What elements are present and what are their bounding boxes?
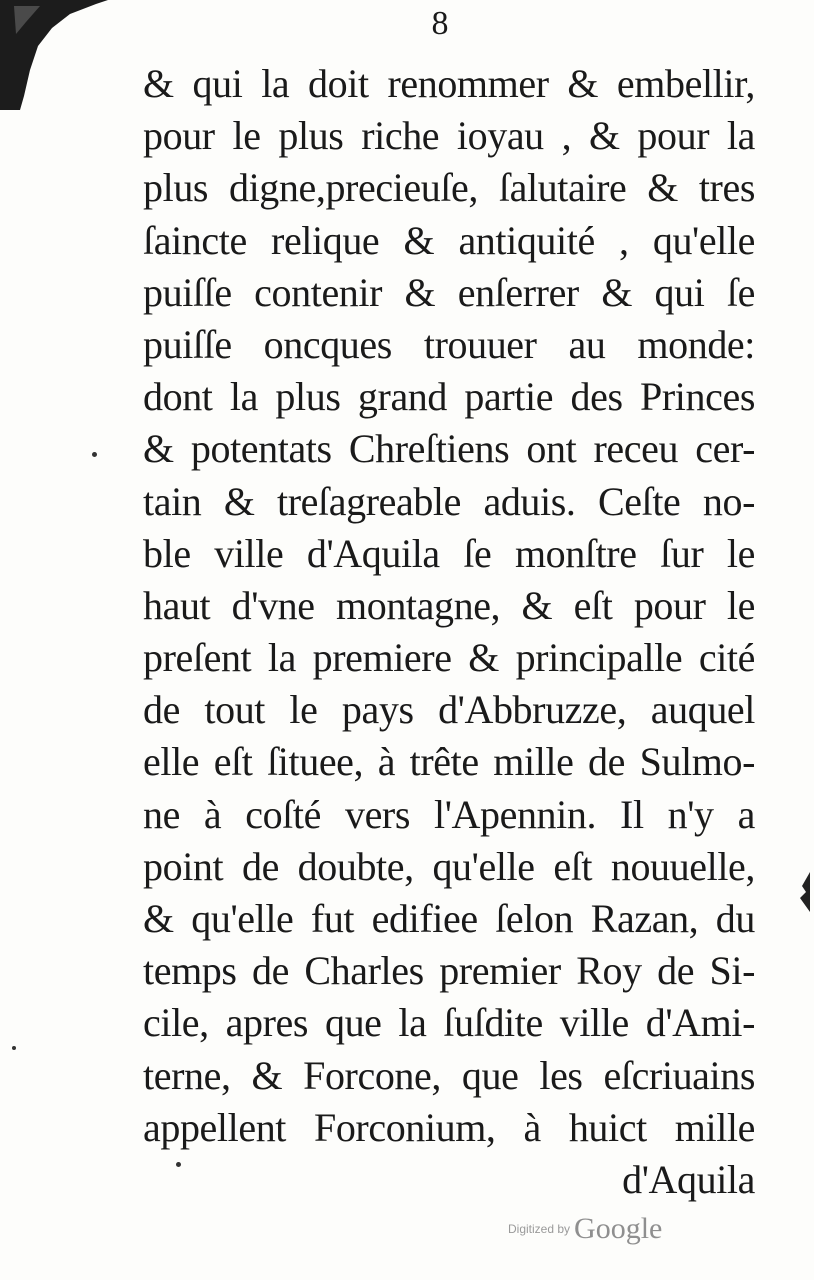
text-line: plus digne,precieuſe, ſalutaire & tres xyxy=(143,165,755,211)
digitized-by-google-watermark xyxy=(508,1212,662,1246)
text-line: puiſſe contenir & enſerrer & qui ſe xyxy=(143,269,755,315)
text-line: de tout le pays d'Abbruzze, auquel xyxy=(143,687,755,733)
text-line: dont la plus grand partie des Princes xyxy=(143,374,755,420)
body-text xyxy=(143,58,755,1206)
text-line: point de doubte, qu'elle eſt nouuelle, xyxy=(143,843,755,889)
watermark-prefix: Digitized by xyxy=(508,1222,571,1236)
ink-speck xyxy=(176,1162,181,1167)
text-line: temps de Charles premier Roy de Si- xyxy=(143,948,755,994)
text-line: & qu'elle fut edifiee ſelon Razan, du xyxy=(143,896,755,941)
text-line: & qui la doit renommer & embellir, xyxy=(143,61,755,106)
text-line: & potentats Chreſtiens ont receu cer- xyxy=(143,426,755,472)
text-line: pour le plus riche ioyau , & pour la xyxy=(143,113,755,159)
text-line: ble ville d'Aquila ſe monſtre ſur le xyxy=(143,530,755,576)
google-logo: Google xyxy=(574,1212,663,1245)
text-line: ſaincte relique & antiquité , qu'elle xyxy=(143,217,755,263)
ink-speck xyxy=(12,1046,16,1050)
text-line: terne, & Forcone, que les eſcriuains xyxy=(143,1052,755,1098)
text-line: appellent Forconium, à huict mille xyxy=(143,1104,755,1150)
text-line: haut d'vne montagne, & eſt pour le xyxy=(143,582,755,628)
ink-speck xyxy=(92,452,97,457)
catchword: d'Aquila xyxy=(622,1156,755,1202)
text-line: cile, apres que la ſuſdite ville d'Ami- xyxy=(143,1000,755,1046)
margin-mark xyxy=(798,872,812,912)
page-number: 8 xyxy=(431,5,449,42)
text-line: elle eſt ſituee, à trête mille de Sulmo- xyxy=(143,739,755,785)
text-line: puiſſe oncques trouuer au monde: xyxy=(143,321,755,367)
text-line: preſent la premiere & principalle cité xyxy=(143,635,755,681)
text-line: tain & treſagreable aduis. Ceſte no- xyxy=(143,478,755,524)
text-line: ne à coſté vers l'Apennin. Il n'y a xyxy=(143,791,755,837)
